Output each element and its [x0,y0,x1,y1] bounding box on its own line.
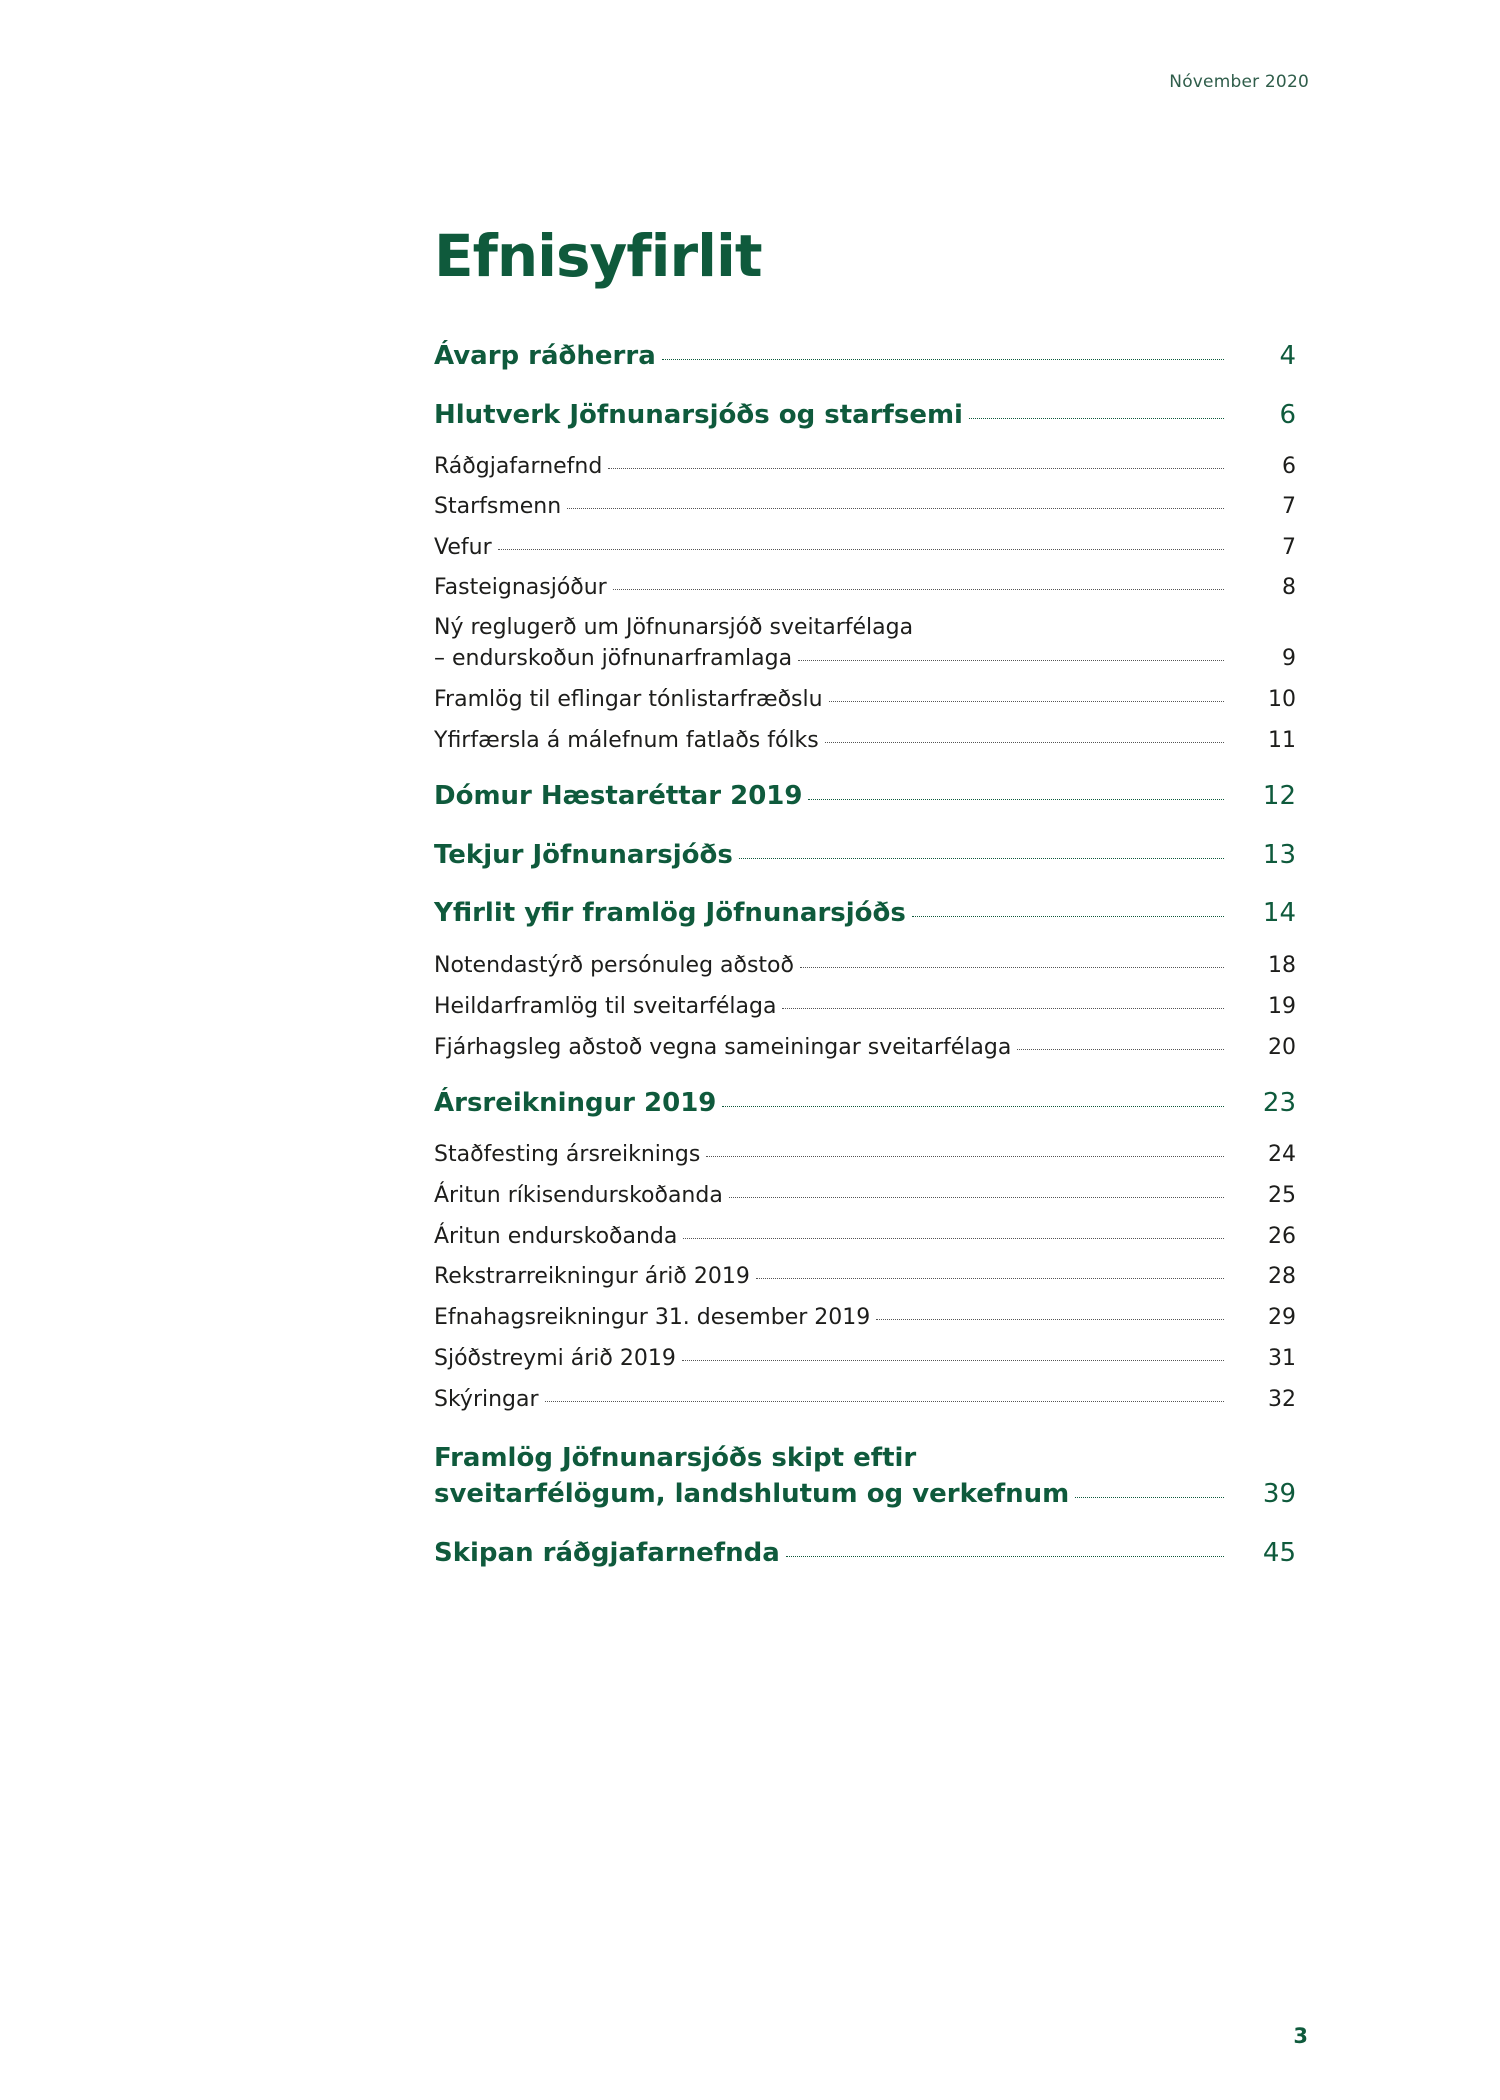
dot-leader [613,588,1224,590]
dot-leader [912,915,1224,917]
toc-entry-page: 31 [1268,1346,1296,1371]
dot-leader [722,1105,1224,1107]
toc-entry[interactable] [434,895,1296,931]
dot-leader [798,659,1224,661]
toc-entry-title [434,1221,1224,1252]
toc-entry-page: 14 [1262,898,1296,928]
toc-entry-title [434,1032,1224,1063]
toc-entry-title [434,950,1224,981]
toc-entry-title [434,1440,1224,1512]
dot-leader [567,507,1224,509]
toc-entry-text: Ráðgjafarnefnd [434,454,603,479]
toc-entry[interactable] [434,778,1296,814]
dot-leader [739,857,1224,859]
toc-entry-title [434,1343,1224,1374]
toc-entry-text: Hlutverk Jöfnunarsjóðs og starfsemi [434,400,963,430]
toc-entry-page: 12 [1262,781,1296,811]
dot-leader [786,1555,1224,1557]
toc-entry-text: Starfsmenn [434,494,562,519]
toc-entry-title [434,837,1224,873]
toc-entry-title [434,1302,1224,1333]
toc-entry-page: 45 [1262,1538,1296,1568]
toc-entry-text: Ný reglugerð um Jöfnunarsjóð sveitarfélaga [434,615,914,640]
toc-entry-page: 7 [1282,494,1296,519]
toc-entry[interactable] [434,491,1296,522]
toc-entry-page: 6 [1282,454,1296,479]
toc-entry-title [434,1180,1224,1211]
dot-leader [608,467,1224,469]
toc-entry-text: Ársreikningur 2019 [434,1088,717,1118]
dot-leader [683,1237,1224,1239]
dot-leader [876,1318,1224,1320]
toc-entry[interactable] [434,1032,1296,1063]
toc-entry-text: Heildarframlög til sveitarfélaga [434,994,777,1019]
toc-entry-title [434,725,1224,756]
toc-entry-title [434,1261,1224,1292]
dot-leader [729,1196,1224,1198]
toc-entry-title [434,612,1224,674]
dot-leader [1017,1048,1224,1050]
toc-entry[interactable] [434,532,1296,563]
toc-entry-page: 9 [1282,646,1296,671]
dot-leader [545,1400,1224,1402]
toc-entry[interactable] [434,572,1296,603]
toc-entry-title [434,451,1224,482]
toc-entry[interactable] [434,338,1296,374]
toc-entry-text: Skipan ráðgjafarnefnda [434,1538,780,1568]
toc-entry[interactable] [434,1440,1296,1512]
toc-entry-text: Framlög til eflingar tónlistarfræðslu [434,687,823,712]
toc-entry-title [434,991,1224,1022]
toc-entry-page: 19 [1268,994,1296,1019]
toc-entry-text: – endurskoðun jöfnunarframlaga [434,646,793,671]
page-number: 3 [1293,2024,1308,2048]
toc-entry-text: Sjóðstreymi árið 2019 [434,1346,676,1371]
toc-entry-page: 32 [1268,1387,1296,1412]
toc-entry-page: 10 [1268,687,1296,712]
toc-entry-title [434,397,1224,433]
toc-entry-title [434,338,1224,374]
dot-leader [682,1359,1224,1361]
toc-entry-page: 8 [1282,575,1296,600]
page-title: Efnisyfirlit [434,222,762,290]
toc-entry[interactable] [434,451,1296,482]
dot-leader [756,1277,1224,1279]
toc-entry[interactable] [434,1139,1296,1170]
toc-entry-text: sveitarfélögum, landshlutum og verkefnum [434,1479,1070,1509]
dot-leader [969,417,1224,419]
dot-leader [498,548,1224,550]
toc-entry-text: Efnahagsreikningur 31. desember 2019 [434,1305,871,1330]
toc-entry[interactable] [434,1343,1296,1374]
toc-entry-page: 4 [1279,341,1296,371]
toc-entry-text: Dómur Hæstaréttar 2019 [434,781,803,811]
toc-entry-text: Staðfesting ársreiknings [434,1142,701,1167]
toc-entry-page: 7 [1282,535,1296,560]
toc-entry-title [434,572,1224,603]
toc-entry-text: Rekstrarreikningur árið 2019 [434,1264,750,1289]
dot-leader [662,358,1224,360]
toc-entry-page: 24 [1268,1142,1296,1167]
toc-entry[interactable] [434,397,1296,433]
toc-entry-page: 29 [1268,1305,1296,1330]
dot-leader [808,798,1224,800]
toc-entry[interactable] [434,1261,1296,1292]
toc-entry[interactable] [434,991,1296,1022]
toc-entry-title [434,532,1224,563]
toc-entry-text: Yfirfærsla á málefnum fatlaðs fólks [434,728,819,753]
toc-entry[interactable] [434,837,1296,873]
toc-entry-text: Áritun ríkisendurskoðanda [434,1183,723,1208]
toc-entry-page: 13 [1262,840,1296,870]
toc-entry[interactable] [434,1384,1296,1415]
toc-entry-title [434,1139,1224,1170]
toc-entry-text: Vefur [434,535,492,560]
dot-leader [782,1007,1224,1009]
toc-entry[interactable] [434,1221,1296,1252]
toc-entry-page: 6 [1279,400,1296,430]
toc-entry-title [434,1535,1224,1571]
toc-entry-page: 18 [1268,953,1296,978]
toc-entry-page: 26 [1268,1224,1296,1249]
toc-entry[interactable] [434,612,1296,674]
toc-entry[interactable] [434,950,1296,981]
toc-entry-text: Framlög Jöfnunarsjóðs skipt eftir [434,1443,917,1473]
toc-entry-page: 23 [1262,1088,1296,1118]
toc-entry-text: Ávarp ráðherra [434,341,656,371]
toc-entry-page: 28 [1268,1264,1296,1289]
toc-entry-text: Tekjur Jöfnunarsjóðs [434,840,733,870]
toc-entry-title [434,778,1224,814]
dot-leader [1075,1496,1224,1498]
toc-entry-title [434,1085,1224,1121]
toc-entry[interactable] [434,1535,1296,1571]
toc-entry-text: Fasteignasjóður [434,575,607,600]
toc-entry[interactable] [434,725,1296,756]
toc-entry-title [434,684,1224,715]
toc-entry[interactable] [434,1180,1296,1211]
toc-entry-text: Skýringar [434,1387,539,1412]
header-date: Nóvember 2020 [1169,72,1309,92]
toc-entry[interactable] [434,684,1296,715]
toc-entry-title [434,1384,1224,1415]
toc-entry-page: 39 [1262,1479,1296,1509]
dot-leader [825,741,1224,743]
toc-entry-text: Notendastýrð persónuleg aðstoð [434,953,794,978]
toc-entry-page: 25 [1268,1183,1296,1208]
toc-entry-text: Yfirlit yfir framlög Jöfnunarsjóðs [434,898,906,928]
toc-entry-title [434,491,1224,522]
toc-entry-text: Fjárhagsleg aðstoð vegna sameiningar sveitarfélaga [434,1035,1012,1060]
toc-entry-text: Áritun endurskoðanda [434,1224,678,1249]
toc-entry[interactable] [434,1302,1296,1333]
dot-leader [800,966,1224,968]
dot-leader [706,1155,1224,1157]
toc-entry-title [434,895,1224,931]
dot-leader [829,700,1224,702]
toc-entry-page: 20 [1268,1035,1296,1060]
toc-entry-page: 11 [1268,728,1296,753]
toc-entry[interactable] [434,1085,1296,1121]
